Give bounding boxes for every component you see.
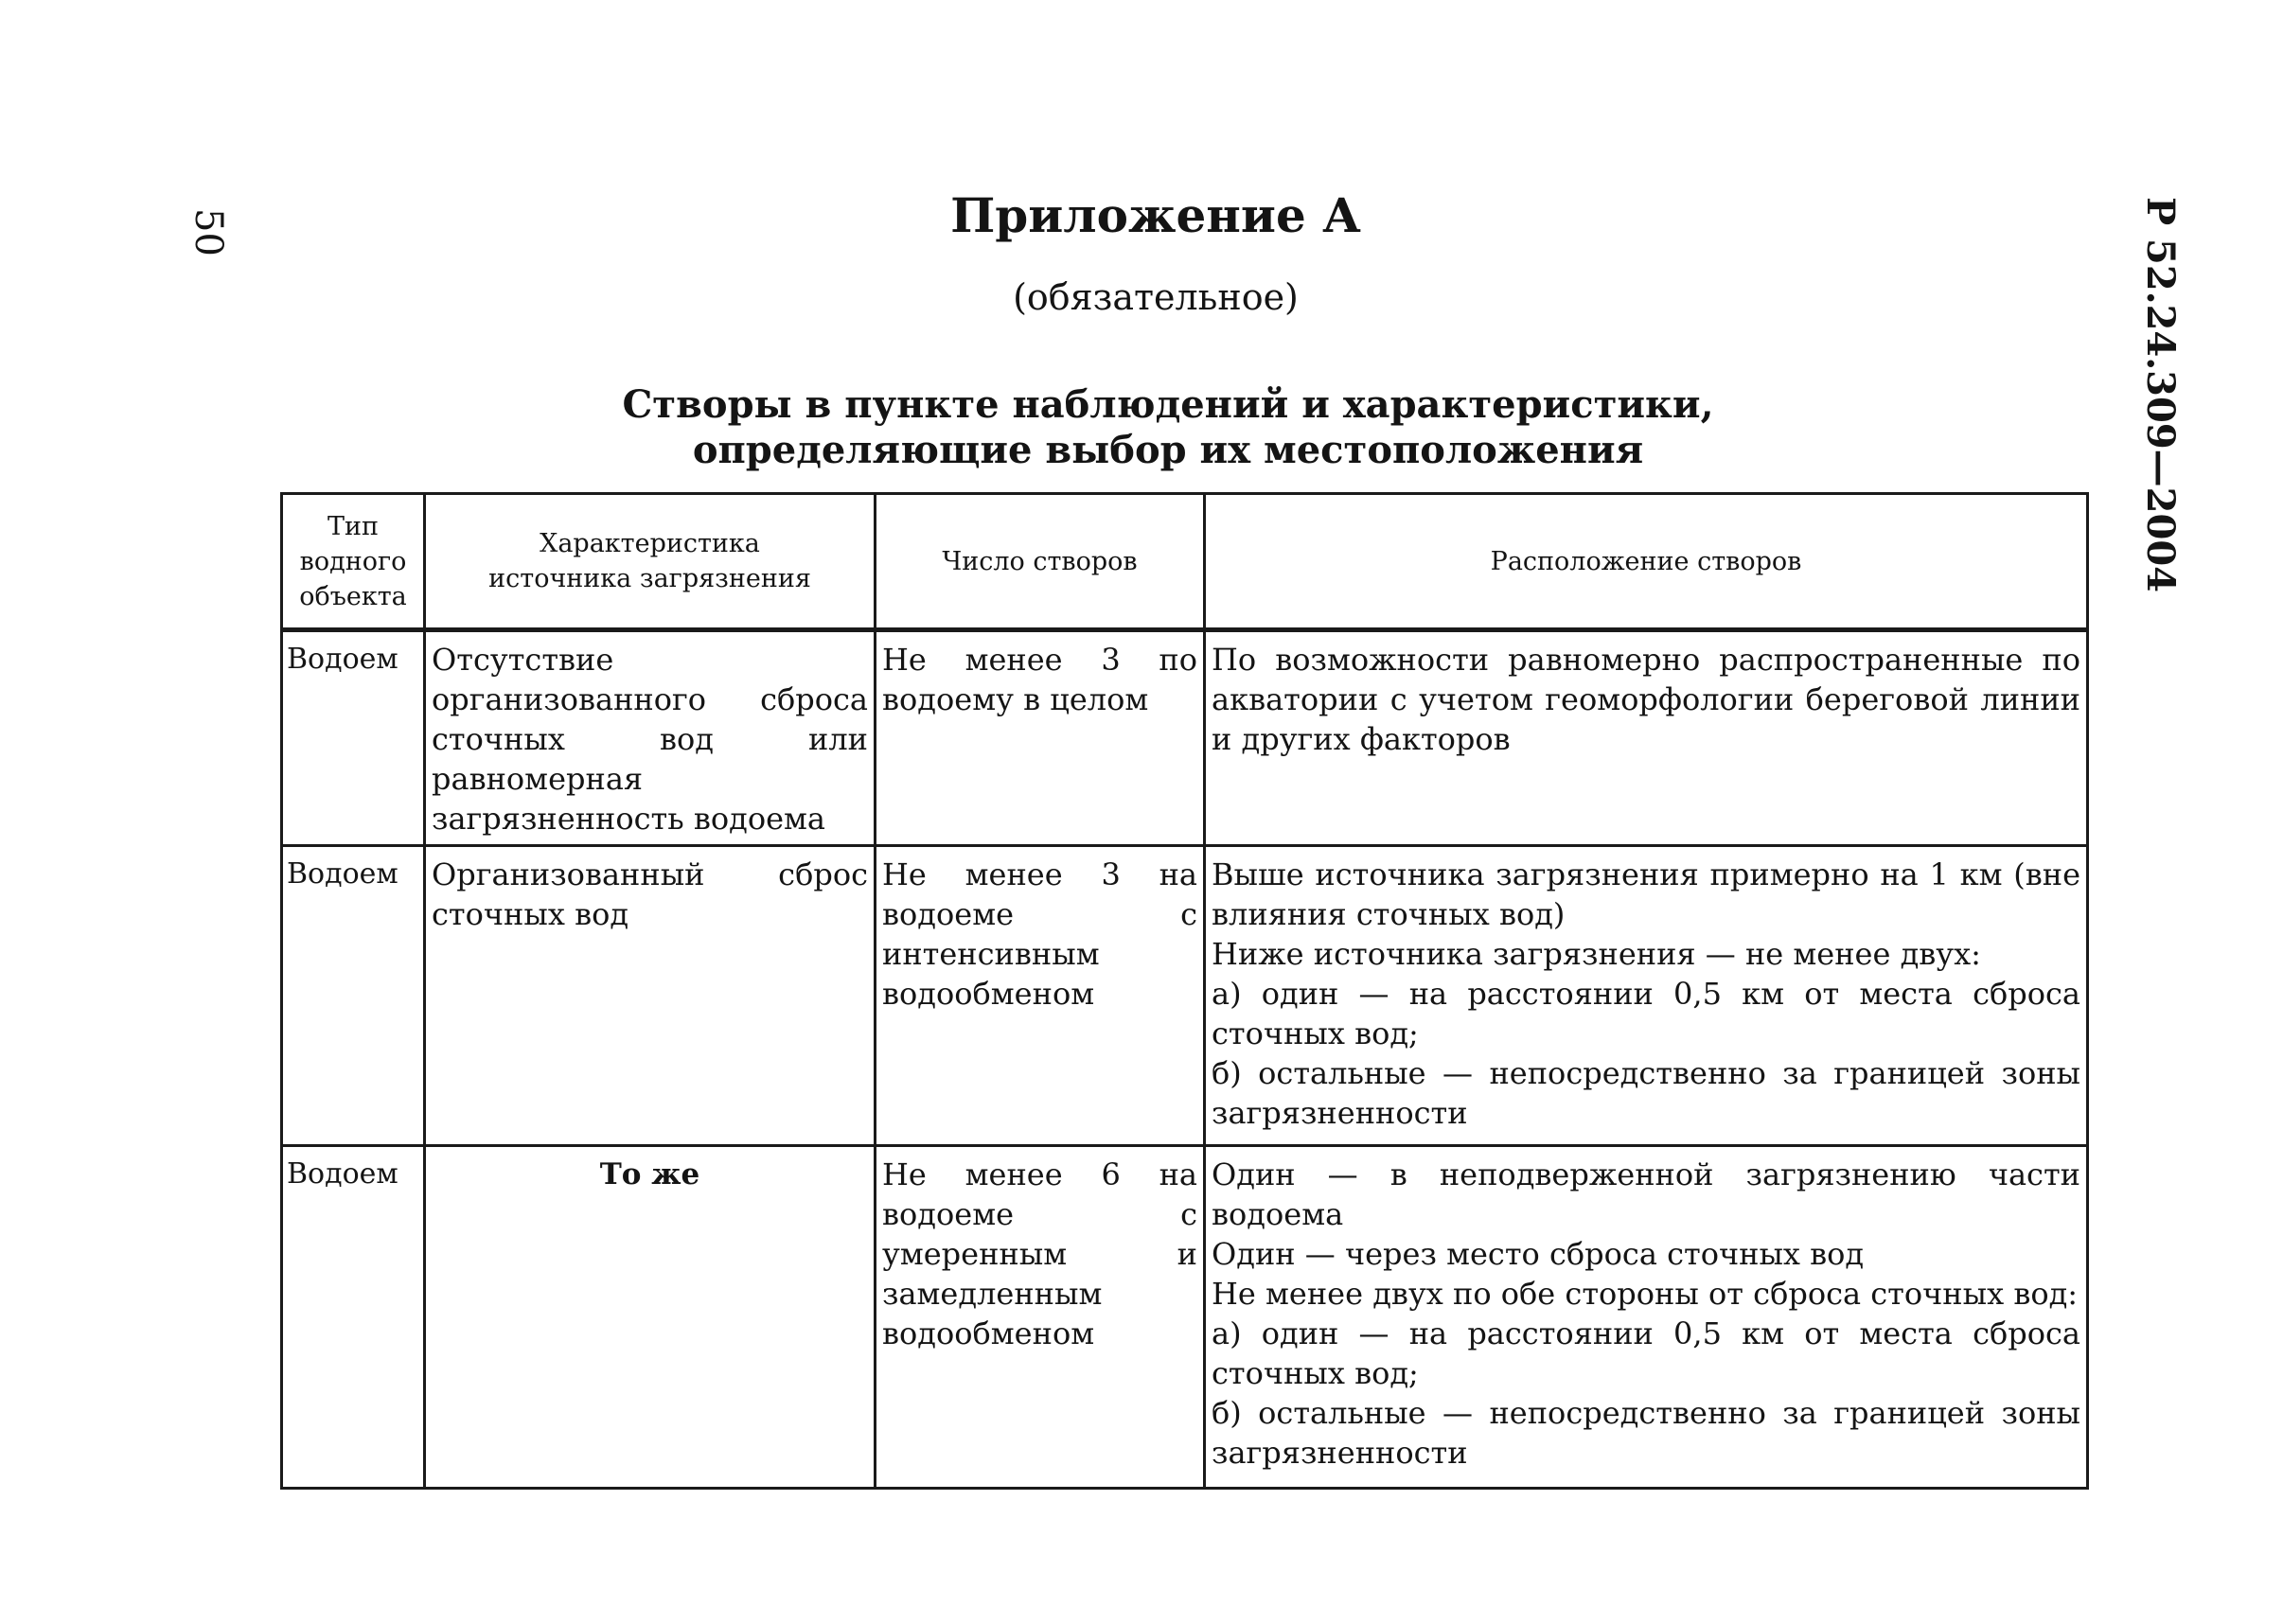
header-type-line: водного	[299, 546, 407, 576]
cell-source-characteristic: Отсутствие организованного сброса сточных вод или равномерная загрязненность водоема	[425, 630, 876, 846]
location-line: а) один — на расстоянии 0,5 км от места сброса сточных вод;	[1212, 1315, 2080, 1391]
table-title-line-1: Створы в пункте наблюдений и характеристики,	[622, 382, 1714, 427]
cell-water-body-type: Водоем	[282, 846, 425, 1146]
same-as-above-label: То же	[599, 1157, 700, 1192]
document-code: Р 52.24.309—2004	[2138, 197, 2183, 593]
location-line: По возможности равномерно распространенные по акватории с учетом геоморфологии береговой линии и других факторов	[1212, 642, 2080, 757]
cell-water-body-type: Водоем	[282, 1146, 425, 1489]
cell-water-body-type: Водоем	[282, 630, 425, 846]
table-row	[282, 1146, 2088, 1489]
appendix-status: (обязательное)	[1013, 276, 1299, 318]
page-number: 50	[186, 208, 230, 256]
location-line: Не менее двух по обе стороны от сброса сточных вод:	[1212, 1276, 2079, 1312]
cell-section-location	[1205, 1146, 2088, 1489]
table-title	[0, 382, 2283, 473]
cell-source-characteristic	[425, 1146, 876, 1489]
header-type-line: объекта	[299, 581, 407, 611]
header-source-characteristic	[425, 494, 876, 630]
cell-section-location	[1205, 630, 2088, 846]
table-row	[282, 846, 2088, 1146]
location-line: а) один — на расстоянии 0,5 км от места сброса сточных вод;	[1212, 976, 2080, 1051]
location-line: б) остальные — непосредственно за границей зоны загрязненности	[1212, 1055, 2080, 1131]
header-water-body-type	[282, 494, 425, 630]
location-line: б) остальные — непосредственно за границей зоны загрязненности	[1212, 1395, 2080, 1471]
header-characteristic-line: источника загрязнения	[488, 564, 811, 593]
header-type-line: Тип	[327, 511, 379, 541]
table-header-row	[282, 494, 2088, 630]
header-section-location: Расположение створов	[1205, 494, 2088, 630]
header-section-count: Число створов	[876, 494, 1205, 630]
table-row	[282, 630, 2088, 846]
appendix-title: Приложение А	[950, 187, 1361, 243]
cell-section-location	[1205, 846, 2088, 1146]
cell-source-characteristic: Организованный сброс сточных вод	[425, 846, 876, 1146]
location-line: Выше источника загрязнения примерно на 1 км (вне влияния сточных вод)	[1212, 856, 2080, 932]
table-title-line-2: определяющие выбор их местоположения	[692, 428, 1644, 472]
cell-section-count: Не менее 3 по водоему в целом	[876, 630, 1205, 846]
cell-section-count: Не менее 3 на водоеме с интенсивным водообменом	[876, 846, 1205, 1146]
location-line: Один — в неподверженной загрязнению части водоема	[1212, 1156, 2080, 1232]
observation-sections-table	[280, 492, 2089, 1490]
header-characteristic-line: Характеристика	[540, 529, 760, 558]
location-line: Ниже источника загрязнения — не менее двух:	[1212, 936, 1981, 972]
cell-section-count: Не менее 6 на водоеме с умеренным и замедленным водообменом	[876, 1146, 1205, 1489]
location-line: Один — через место сброса сточных вод	[1212, 1236, 1865, 1272]
